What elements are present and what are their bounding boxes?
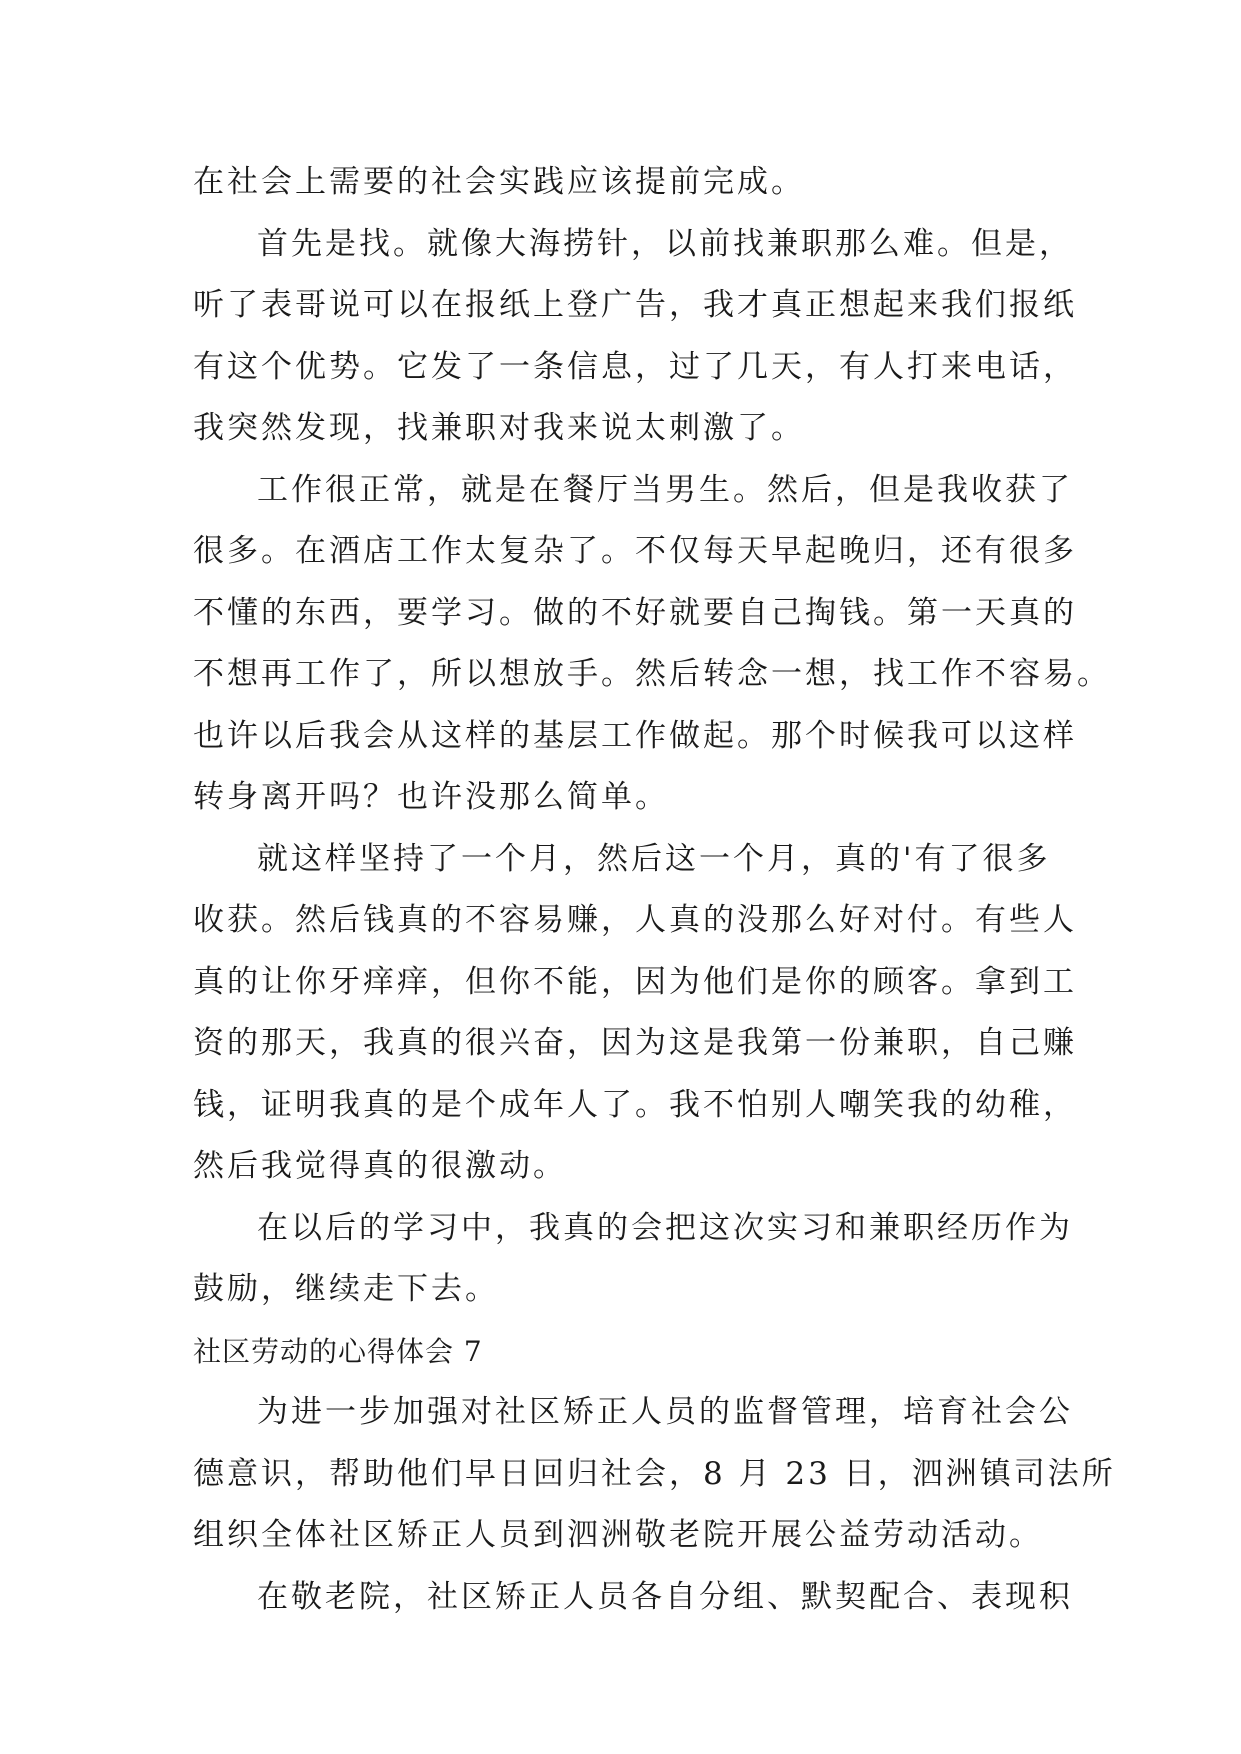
section-heading: 社区劳动的心得体会 7	[193, 1334, 483, 1368]
text-line: 然后我觉得真的很激动。	[193, 1148, 567, 1184]
text-line: 不懂的东西，要学习。做的不好就要自己掏钱。第一天真的	[193, 594, 1077, 631]
text-line: 在社会上需要的社会实践应该提前完成。	[193, 164, 805, 200]
text-line: 收获。然后钱真的不容易赚，人真的没那么好对付。有些人	[193, 902, 1077, 938]
text-line: 鼓励，继续走下去。	[193, 1271, 499, 1307]
paragraph-first-line: 首先是找。就像大海捞针，以前找兼职那么难。但是，	[257, 225, 1073, 262]
paragraph-first-line: 在以后的学习中，我真的会把这次实习和兼职经历作为	[257, 1209, 1073, 1246]
text-line: 我突然发现，找兼职对我来说太刺激了。	[193, 410, 805, 446]
document-body	[193, 152, 1116, 1628]
paragraph-first-line: 就这样坚持了一个月，然后这一个月，真的'有了很多	[257, 840, 1051, 877]
paragraph-first-line: 为进一步加强对社区矫正人员的监督管理，培育社会公	[257, 1394, 1073, 1430]
paragraph-first-line: 工作很正常，就是在餐厅当男生。然后，但是我收获了	[257, 471, 1073, 508]
paragraph-first-line: 在敬老院，社区矫正人员各自分组、默契配合、表现积	[257, 1578, 1073, 1615]
text-line: 听了表哥说可以在报纸上登广告，我才真正想起来我们报纸	[193, 287, 1077, 323]
text-line: 钱，证明我真的是个成年人了。我不怕别人嘲笑我的幼稚，	[193, 1086, 1077, 1123]
text-line: 很多。在酒店工作太复杂了。不仅每天早起晚归，还有很多	[193, 533, 1077, 569]
text-line: 不想再工作了，所以想放手。然后转念一想，找工作不容易。	[193, 656, 1111, 692]
text-line: 有这个优势。它发了一条信息，过了几天，有人打来电话，	[193, 348, 1077, 385]
text-line: 转身离开吗？也许没那么简单。	[193, 779, 669, 815]
text-line: 也许以后我会从这样的基层工作做起。那个时候我可以这样	[193, 717, 1077, 754]
text-line: 资的那天，我真的很兴奋，因为这是我第一份兼职，自己赚	[193, 1025, 1077, 1061]
text-line: 组织全体社区矫正人员到泗洲敬老院开展公益劳动活动。	[193, 1517, 1043, 1553]
text-line: 真的让你牙痒痒，但你不能，因为他们是你的顾客。拿到工	[193, 963, 1077, 1000]
text-line: 德意识，帮助他们早日回归社会，8 月 23 日，泗洲镇司法所	[193, 1455, 1116, 1492]
